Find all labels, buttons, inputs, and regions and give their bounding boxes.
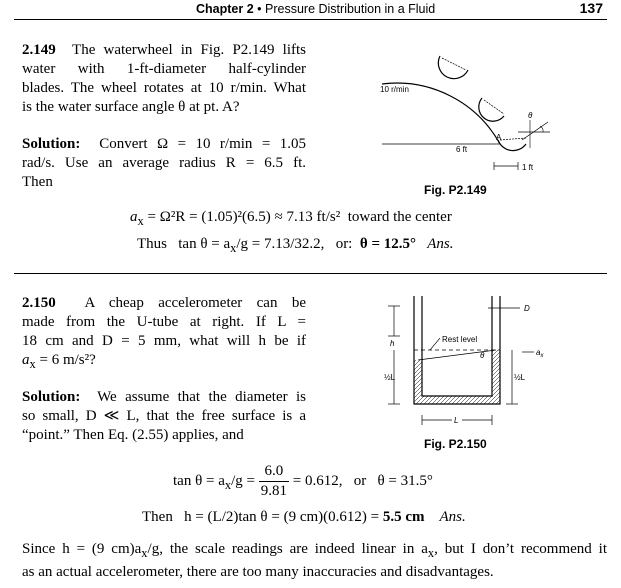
- h-dimension: [388, 306, 400, 404]
- l-label: L: [454, 416, 459, 425]
- problem-line: water with 1-ft-diameter half-cylinder: [22, 61, 306, 77]
- half-l-label-right: ½L: [514, 373, 526, 382]
- fraction: $\frac{6.0}{9.81}$: [260, 463, 288, 499]
- theta-label: θ: [480, 351, 485, 360]
- half-l-label-left: ½L: [384, 373, 396, 382]
- answer-149: θ = 12.5°: [359, 236, 416, 252]
- solution-label: Solution:: [22, 389, 81, 405]
- closing-paragraph: Since h = (9 $cm)a_x/g$, the scale readings are indeed linear in $a_x$, but I don’t recommend it as an actual accelerometer, there are too many inaccuracies and disadvantages.: [22, 541, 607, 580]
- equation-149-1: $a_x = \Omega^2R = (1.05)^2(6.5) \approx 7.13$ ft/s² toward the center: [130, 209, 452, 228]
- h-label: h: [390, 339, 395, 348]
- chapter-label: Chapter 2: [196, 2, 254, 16]
- solution-line: Then: [22, 174, 53, 190]
- fig-caption-150: Fig. P2.150: [424, 437, 487, 451]
- speed-label: 10 r/min: [380, 85, 409, 94]
- blade-size-label: 1 ft: [522, 163, 534, 172]
- problem-line: blades. The wheel rotates at 10 r/min. What: [22, 80, 306, 96]
- problem-number: 2.149: [22, 42, 56, 58]
- solution-150-text: [22, 388, 306, 445]
- problem-line: The waterwheel in Fig. P2.149 lifts: [72, 42, 307, 58]
- equation-149-2: Thus $\tan \theta = a_x/g = 7.13/32.2$, or: θ = 12.5° Ans.: [137, 236, 454, 255]
- a-label: $a_x$: [536, 348, 544, 359]
- running-header: [196, 2, 435, 16]
- radius-label: 6 ft: [456, 145, 468, 154]
- solution-line: so small, D ≪ L, that the free surface is a: [22, 408, 306, 424]
- solution-label: Solution:: [22, 136, 81, 152]
- blade-top: [438, 56, 468, 79]
- header-rule: [14, 19, 607, 20]
- problem-149-text: [22, 41, 306, 117]
- answer-150: 5.5 cm: [382, 509, 425, 525]
- point-a-label: A: [496, 133, 502, 142]
- page-number: 137: [579, 0, 603, 16]
- rest-level-label: Rest level: [442, 335, 478, 344]
- header-bullet: •: [257, 2, 262, 16]
- equation-150-1: $\tan \theta = a_x/g$ = $\frac{6.0}{9.81}$ = 0.612, or θ = 31.5°: [173, 463, 433, 499]
- problem-line: is the water surface angle θ at pt. A?: [22, 99, 240, 115]
- fig-caption-149: Fig. P2.149: [424, 183, 487, 197]
- solution-line: Convert Ω = 10 r/min = 1.05: [99, 136, 306, 152]
- problem-line: made from the U-tube at right. If L =: [22, 314, 306, 330]
- problem-number: 2.150: [22, 295, 56, 311]
- problem-line: $a_x = 6$ m/s²?: [22, 352, 96, 371]
- solution-149-text: [22, 135, 306, 192]
- solution-line: “point.” Then Eq. (2.55) applies, and: [22, 427, 244, 443]
- theta-label: θ: [528, 111, 533, 120]
- problem-line: 18 cm and D = 5 mm, what will h be if: [22, 333, 306, 349]
- problem-150-text: [22, 294, 306, 374]
- d-label: D: [524, 304, 530, 313]
- problem-line: A cheap accelerometer can be: [84, 295, 306, 311]
- section-title: Pressure Distribution in a Fluid: [265, 2, 436, 16]
- equation-150-2: Then h = (L/2)tan θ = (9 cm)(0.612) = 5.5 cm Ans.: [142, 509, 466, 525]
- angle-diagram: [518, 120, 550, 148]
- blade-middle: [479, 98, 504, 121]
- solution-line: rad/s. Use an average radius R = 6.5 ft.: [22, 155, 306, 171]
- blade-a: [498, 138, 526, 151]
- section-rule: [14, 273, 607, 274]
- figure-p2-150: [372, 288, 572, 438]
- figure-p2-149: [360, 36, 610, 196]
- solution-line: We assume that the diameter is: [97, 389, 306, 405]
